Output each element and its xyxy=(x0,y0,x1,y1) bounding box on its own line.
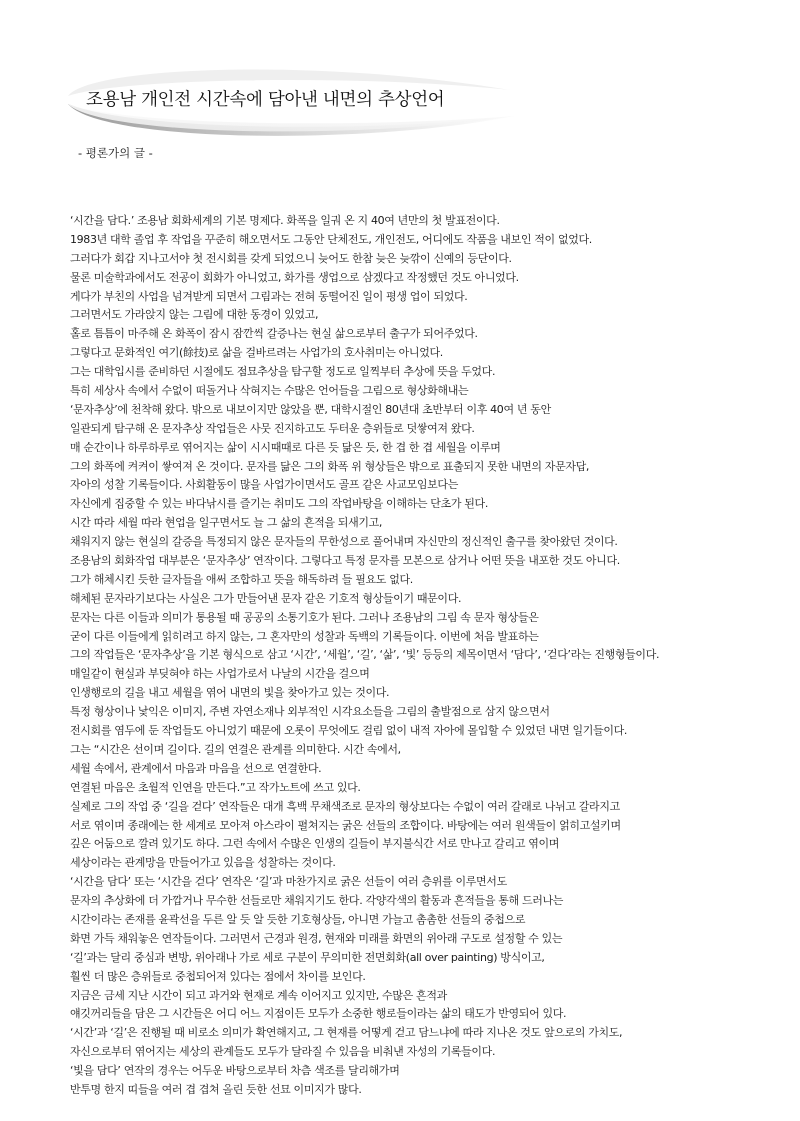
text-line: 세상이라는 관계망을 만들어가고 있음을 성찰하는 것이다. xyxy=(70,856,336,870)
text-line: 그가 해체시킨 듯한 글자들을 애써 조합하고 뜻을 해독하려 들 필요도 없다. xyxy=(70,572,413,586)
text-line: ‘문자추상’에 천착해 왔다. 밖으로 내보이지만 않았을 뿐, 대학시절인 80년대 초반부터 이후 40여 년 동안 xyxy=(70,402,551,416)
text-line: 굳이 다른 이들에게 읽히려고 하지 않는, 그 혼자만의 성찰과 독백의 기록들이다. 이번에 처음 발표하는 xyxy=(70,629,539,643)
text-line: 그는 대학입시를 준비하던 시절에도 점묘추상을 탐구할 정도로 일찍부터 추상에 뜻을 두었다. xyxy=(70,365,496,379)
text-line: 문자는 다른 이들과 의미가 통용될 때 공공의 소통기호가 된다. 그러나 조용남의 그림 속 문자 형상들은 xyxy=(70,610,539,624)
text-line: 얘깃꺼리들을 담은 그 시간들은 어디 어느 지점이든 모두가 소중한 행로들이라는 삶의 태도가 반영되어 있다. xyxy=(70,1007,567,1021)
text-line: 인생행로의 길을 내고 세월을 엮어 내면의 빛을 찾아가고 있는 것이다. xyxy=(70,686,390,700)
text-line: 화면 가득 채워놓은 연작들이다. 그러면서 근경과 원경, 현재와 미래를 화면의 위아래 구도로 설정할 수 있는 xyxy=(70,931,563,945)
text-line: 매 순간이나 하루하루로 엮어지는 삶이 시시때때로 다른 듯 닮은 듯, 한 겹 한 겹 세월을 이루며 xyxy=(70,440,501,454)
text-line: 해체된 문자라기보다는 사실은 그가 만들어낸 문자 같은 기호적 형상들이기 때문이다. xyxy=(70,591,462,605)
text-line: 특히 세상사 속에서 수없이 떠돌거나 삭혀지는 수많은 언어들을 그림으로 형상화해내는 xyxy=(70,384,469,398)
text-line: 조용남의 회화작업 대부분은 ‘문자추상’ 연작이다. 그렇다고 특정 문자를 모본으로 삼거나 어떤 뜻을 내포한 것도 아니다. xyxy=(70,554,620,568)
text-line: 자신으로부터 엮어지는 세상의 관계들도 모두가 달라질 수 있음을 비춰낸 자성의 기록들이다. xyxy=(70,1045,496,1059)
text-line: 매일같이 현실과 부딪혀야 하는 사업가로서 나날의 시간을 걸으며 xyxy=(70,667,370,681)
text-line: 실제로 그의 작업 중 ‘길을 걷다’ 연작들은 대개 흑백 무채색조로 문자의 형상보다는 수없이 여러 갈래로 나뉘고 갈라지고 xyxy=(70,799,620,813)
text-line: 홀로 틈틈이 마주해 온 화폭이 잠시 잠깐씩 갈증나는 현실 삶으로부터 출구가 되어주었다. xyxy=(70,327,478,341)
text-line: 1983년 대학 졸업 후 작업을 꾸준히 해오면서도 그동안 단체전도, 개인전도, 어디에도 작품을 내보인 적이 없었다. xyxy=(70,232,592,246)
text-line: 그의 화폭에 켜켜이 쌓여져 온 것이다. 문자를 닮은 그의 화폭 위 형상들은 밖으로 표출되지 못한 내면의 자문자답, xyxy=(70,459,590,473)
text-line: 그렇다고 문화적인 여기(餘技)로 삶을 걸바르려는 사업가의 호사취미는 아니었다. xyxy=(70,346,443,360)
text-line: 그러다가 회갑 지나고서야 첫 전시회를 갖게 되었으니 늦어도 한참 늦은 늦깎이 신예의 등단이다. xyxy=(70,251,512,265)
text-line: 지금은 금세 지난 시간이 되고 과거와 현재로 계속 이어지고 있지만, 수많은 흔적과 xyxy=(70,988,447,1002)
text-line: ‘시간을 담다’ 또는 ‘시간을 걷다’ 연작은 ‘길’과 마찬가지로 굵은 선들이 여러 층위를 이루면서도 xyxy=(70,875,507,889)
subtitle: - 평론가의 글 - xyxy=(78,146,153,160)
text-line: 시간이라는 존재를 윤곽선을 두른 알 듯 알 듯한 기호형상들, 아니면 가늘고 촘촘한 선들의 중첩으로 xyxy=(70,912,526,926)
text-line: 문자의 추상화에 더 가깝거나 무수한 선들로만 채워지기도 한다. 각양각색의 활동과 흔적들을 통해 드러나는 xyxy=(70,894,564,908)
text-line: 서로 엮이며 종래에는 한 세계로 모아져 아스라이 펼쳐지는 굵은 선들의 조합이다. 바탕에는 여러 원색들이 얽히고설키며 xyxy=(70,818,621,832)
text-line: ‘시간’과 ‘길’은 진행될 때 비로소 의미가 확연해지고, 그 현재를 어떻게 걷고 담느냐에 따라 지나온 것도 앞으로의 가치도, xyxy=(70,1026,623,1040)
page-title: 조용남 개인전 시간속에 담아낸 내면의 추상언어 xyxy=(86,90,445,110)
text-line: 그는 “시간은 선이며 길이다. 길의 연결은 관계를 의미한다. 시간 속에서, xyxy=(70,742,401,756)
text-line: 게다가 부친의 사업을 넘겨받게 되면서 그림과는 전혀 동떨어진 일이 평생 업이 되었다. xyxy=(70,289,468,303)
text-line: 세월 속에서, 관계에서 마음과 마음을 선으로 연결한다. xyxy=(70,761,322,775)
text-line: 시간 따라 세월 따라 현업을 일구면서도 늘 그 삶의 흔적을 되새기고, xyxy=(70,516,383,530)
text-line: 그러면서도 가라앉지 않는 그림에 대한 동경이 있었고, xyxy=(70,308,319,322)
text-line: 그의 작업들은 ‘문자추상’을 기본 형식으로 삼고 ‘시간’, ‘세월’, ‘길’, ‘삶’, ‘빛’ 등등의 제목이면서 ‘담다’, ‘걷다’라는 진행형들이다. xyxy=(70,648,660,662)
text-line: ‘빛을 담다’ 연작의 경우는 어두운 바탕으로부터 차츰 색조를 달리해가며 xyxy=(70,1064,400,1078)
text-line: 자아의 성찰 기록들이다. 사회활동이 많을 사업가이면서도 골프 같은 사교모임보다는 xyxy=(70,478,458,492)
text-line: 특정 형상이나 낯익은 이미지, 주변 자연소재나 외부적인 시각요소들을 그림의 출발점으로 삼지 않으면서 xyxy=(70,705,550,719)
text-line: ‘시간을 담다.’ 조용남 회화세계의 기본 명제다. 화폭을 일궈 온 지 40여 년만의 첫 발표전이다. xyxy=(70,214,500,227)
text-line: 깊은 어둠으로 깔려 있기도 하다. 그런 속에서 수많은 인생의 길들이 부지불식간 서로 만나고 갈리고 엮이며 xyxy=(70,837,560,851)
text-line: 훨씬 더 많은 층위들로 중첩되어져 있다는 점에서 차이를 보인다. xyxy=(70,969,366,983)
text-line: 물론 미술학과에서도 전공이 회화가 아니었고, 화가를 생업으로 삼겠다고 작정했던 것도 아니었다. xyxy=(70,270,519,284)
text-line: 전시회를 염두에 둔 작업들도 아니었기 때문에 오롯이 무엇에도 걸림 없이 내적 자아에 몰입할 수 있었던 내면 일기들이다. xyxy=(70,724,628,738)
text-line: 연결된 마음은 초월적 인연을 만든다.”고 작가노트에 쓰고 있다. xyxy=(70,780,361,794)
text-line: 반투명 한지 띠들을 여러 겹 겹쳐 올린 듯한 선묘 이미지가 많다. xyxy=(70,1082,362,1096)
title-banner xyxy=(60,62,520,142)
text-line: ‘길’과는 달리 중심과 변방, 위아래나 가로 세로 구분이 무의미한 전면회화(all over painting) 방식이고, xyxy=(70,950,545,964)
body-text xyxy=(70,212,770,1100)
text-line: 채워지지 않는 현실의 갈증을 특정되지 않은 문자들의 무한성으로 풀어내며 자신만의 정신적인 출구를 찾아왔던 것이다. xyxy=(70,535,618,549)
text-line: 자신에게 집중할 수 있는 바다낚시를 즐기는 취미도 그의 작업바탕을 이해하는 단초가 된다. xyxy=(70,497,488,511)
text-line: 일관되게 탐구해 온 문자추상 작업들은 사뭇 진지하고도 두터운 층위들로 덧쌓여져 왔다. xyxy=(70,421,475,435)
